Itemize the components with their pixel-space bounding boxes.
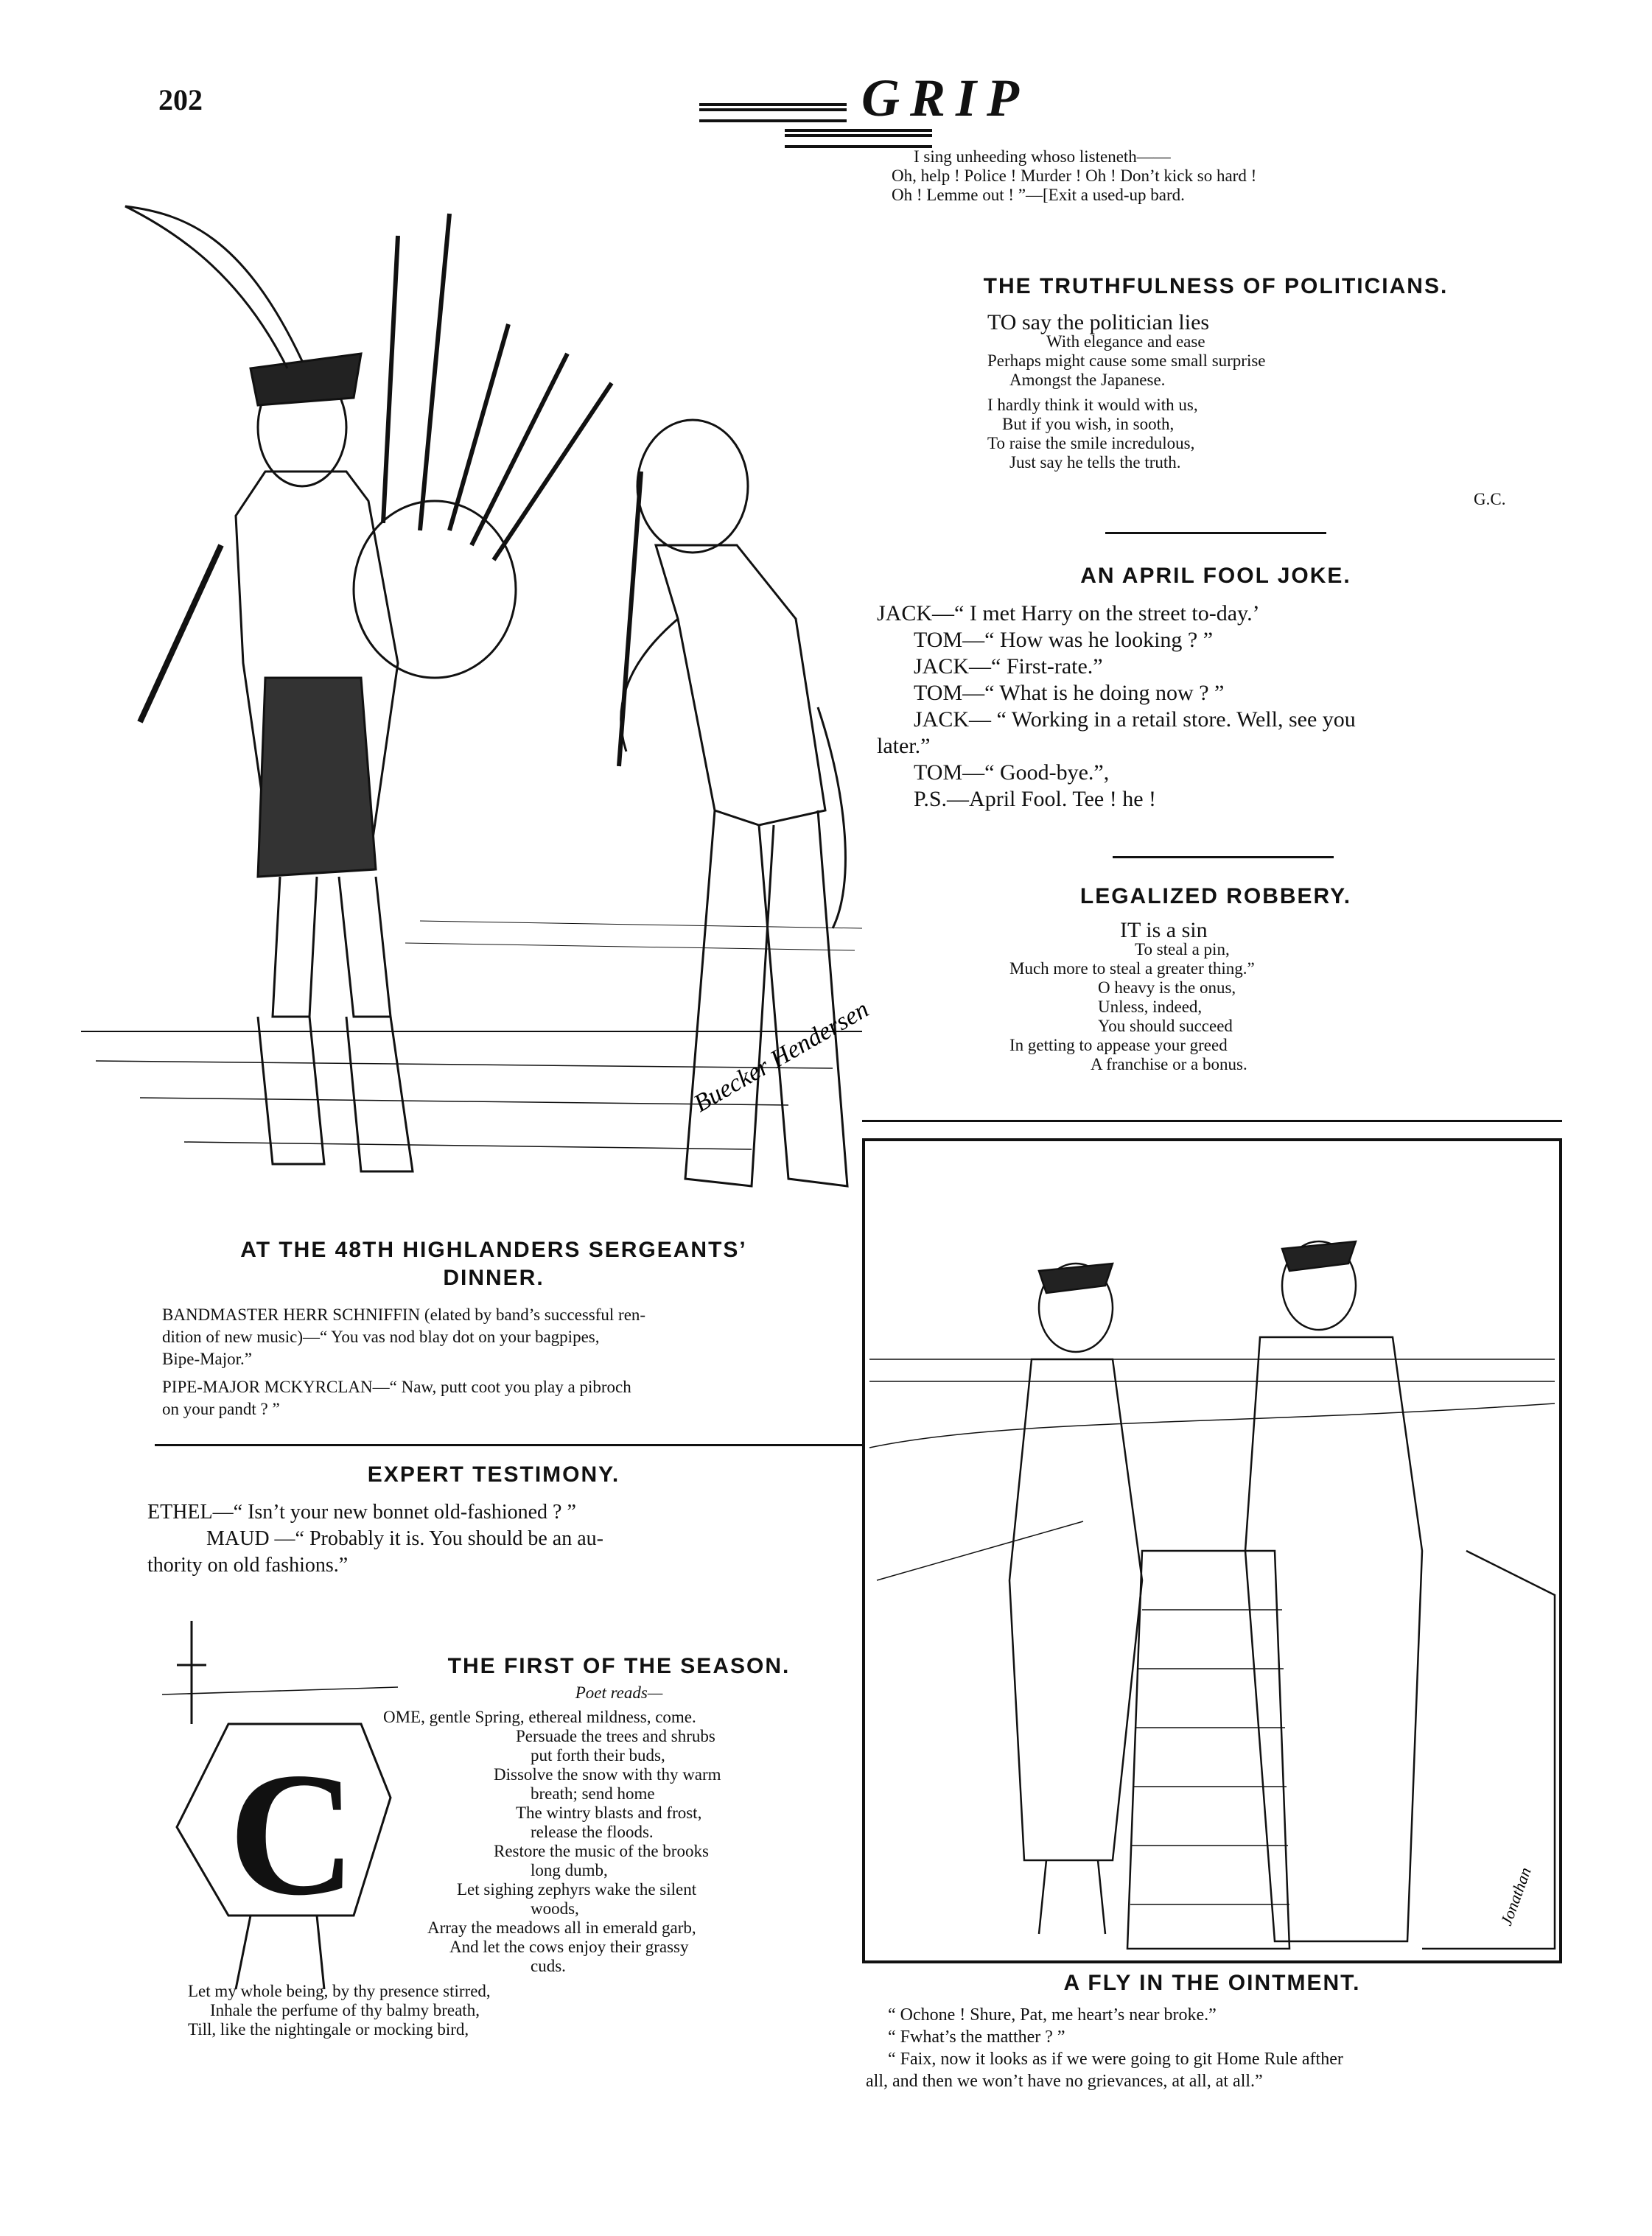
legalized-robbery-verse <box>1009 918 1525 1074</box>
highlanders-illustration <box>52 147 877 1230</box>
verse-line: release the floods. <box>531 1823 654 1841</box>
dialogue-line: JACK— “ Working in a retail store. Well, see you <box>914 707 1356 732</box>
dialogue-line: “ Faix, now it looks as if we were going to git Home Rule afther <box>888 2050 1343 2069</box>
verse-line: Much more to steal a greater thing.” <box>1009 959 1255 978</box>
verse-line: Let my whole being, by thy presence stirred, <box>188 1982 491 2000</box>
fly-ointment-illustration <box>862 1138 1562 1963</box>
verse-line: Dissolve the snow with thy warm <box>494 1765 721 1784</box>
verse-line: OME, gentle Spring, ethereal mildness, come. <box>383 1708 696 1726</box>
first-of-season-verse <box>383 1708 840 1976</box>
verse-line: IT is a sin <box>1120 918 1208 942</box>
verse-line: In getting to appease your greed <box>1009 1036 1228 1054</box>
verse-line: Oh ! Lemme out ! ”—[Exit a used-up bard. <box>892 186 1185 204</box>
verse-line: Array the meadows all in emerald garb, <box>427 1918 696 1937</box>
verse-line: Amongst the Japanese. <box>1009 371 1166 389</box>
first-of-season-subtitle: Poet reads— <box>575 1683 663 1702</box>
verse-line: long dumb, <box>531 1861 608 1879</box>
verse-line: With elegance and ease <box>1046 332 1205 351</box>
verse-line: put forth their buds, <box>531 1746 665 1764</box>
dialogue-line: later.” <box>877 734 931 758</box>
verse-line: Let sighing zephyrs wake the silent <box>457 1880 697 1899</box>
verse-line: Just say he tells the truth. <box>1009 453 1181 472</box>
dialogue-line: “ Ochone ! Shure, Pat, me heart’s near broke.” <box>888 2005 1217 2025</box>
verse-line: breath; send home <box>531 1784 655 1803</box>
expert-testimony-text <box>147 1499 869 1579</box>
dialogue-line: TOM—“ How was he looking ? ” <box>914 628 1214 652</box>
expert-line: MAUD —“ Probably it is. You should be an au- <box>206 1527 603 1550</box>
first-of-season-verse-end <box>188 1982 851 2039</box>
verse-line: Restore the music of the brooks <box>494 1842 709 1860</box>
divider <box>155 1444 862 1446</box>
verse-line: To steal a pin, <box>1135 940 1230 958</box>
verse-line: Unless, indeed, <box>1098 998 1203 1016</box>
expert-line: thority on old fashions.” <box>147 1554 349 1577</box>
divider <box>862 1120 1562 1122</box>
verse-line: Till, like the nightingale or mocking bird, <box>188 2020 469 2039</box>
highlanders-caption-title-1: AT THE 48TH HIGHLANDERS SERGEANTS’ <box>240 1238 747 1262</box>
initial-letter: C <box>228 1736 357 1932</box>
dialogue-line: JACK—“ First-rate.” <box>914 654 1103 679</box>
expert-line: ETHEL—“ Isn’t your new bonnet old-fashioned ? ” <box>147 1501 576 1524</box>
masthead-title: GRIP <box>861 69 1030 127</box>
masthead <box>601 68 1116 148</box>
legalized-robbery-title: LEGALIZED ROBBERY. <box>1079 884 1352 908</box>
page-number: 202 <box>158 83 203 116</box>
caption-line: BANDMASTER HERR SCHNIFFIN (elated by band’s successful ren- <box>162 1305 646 1324</box>
verse-line: Persuade the trees and shrubs <box>516 1727 715 1745</box>
verse-line: Oh, help ! Police ! Murder ! Oh ! Don’t kick so hard ! <box>892 167 1257 185</box>
expert-testimony-title: EXPERT TESTIMONY. <box>367 1462 620 1487</box>
dialogue-line: JACK—“ I met Harry on the street to-day.’ <box>877 601 1260 625</box>
highlanders-caption-text <box>162 1304 869 1420</box>
verse-line: woods, <box>531 1899 579 1918</box>
caption-line: on your pandt ? ” <box>162 1400 280 1418</box>
verse-line: I hardly think it would with us, <box>987 396 1198 414</box>
dialogue-line: P.S.—April Fool. Tee ! he ! <box>914 787 1157 811</box>
verse-line: Inhale the perfume of thy balmy breath, <box>210 2001 480 2019</box>
verse-line: You should succeed <box>1098 1017 1233 1035</box>
bard-ending <box>892 147 1555 205</box>
verse-line: Perhaps might cause some small surprise <box>987 351 1266 370</box>
fly-ointment-text <box>866 2004 1566 2092</box>
fly-ointment-title: A FLY IN THE OINTMENT. <box>1063 1971 1361 1995</box>
verse-line: But if you wish, in sooth, <box>1002 415 1175 433</box>
truthfulness-title: THE TRUTHFULNESS OF POLITICIANS. <box>983 274 1449 298</box>
masthead-rule-left <box>699 103 847 122</box>
illuminated-initial-c <box>147 1606 413 2019</box>
caption-line: PIPE-MAJOR MCKYRCLAN—“ Naw, putt coot you play a pibroch <box>162 1378 631 1396</box>
divider <box>1113 856 1334 858</box>
first-of-season-title: THE FIRST OF THE SEASON. <box>447 1654 791 1678</box>
verse-line: TO say the politician lies <box>987 310 1210 334</box>
verse-line: I sing unheeding whoso listeneth—— <box>914 147 1171 166</box>
dialogue-line: TOM—“ Good-bye.”, <box>914 760 1110 785</box>
dialogue-line: “ Fwhat’s the matther ? ” <box>888 2028 1065 2047</box>
verse-line: The wintry blasts and frost, <box>516 1804 702 1822</box>
fly-illustration-artist: Jonathan <box>1497 1865 1535 1928</box>
caption-line: dition of new music)—“ You vas nod blay dot on your bagpipes, <box>162 1328 600 1346</box>
dialogue-line: all, and then we won’t have no grievances, at all, at all.” <box>866 2072 1263 2091</box>
dialogue-line: TOM—“ What is he doing now ? ” <box>914 681 1225 705</box>
highlanders-caption-title-2: DINNER. <box>443 1266 545 1290</box>
verse-line: O heavy is the onus, <box>1098 978 1236 997</box>
verse-line: A franchise or a bonus. <box>1091 1055 1247 1073</box>
april-fool-text <box>877 600 1569 813</box>
masthead-rule-right <box>785 129 932 148</box>
divider <box>1105 532 1326 534</box>
caption-line: Bipe-Major.” <box>162 1350 252 1368</box>
illustration-signature: Buecker Hendersen <box>689 995 874 1118</box>
verse-line: To raise the smile incredulous, <box>987 434 1195 452</box>
truthfulness-signature: G.C. <box>1474 490 1506 508</box>
verse-line: And let the cows enjoy their grassy <box>449 1938 689 1956</box>
truthfulness-verse <box>987 310 1533 472</box>
april-fool-title: AN APRIL FOOL JOKE. <box>1080 564 1351 588</box>
verse-line: cuds. <box>531 1957 566 1975</box>
